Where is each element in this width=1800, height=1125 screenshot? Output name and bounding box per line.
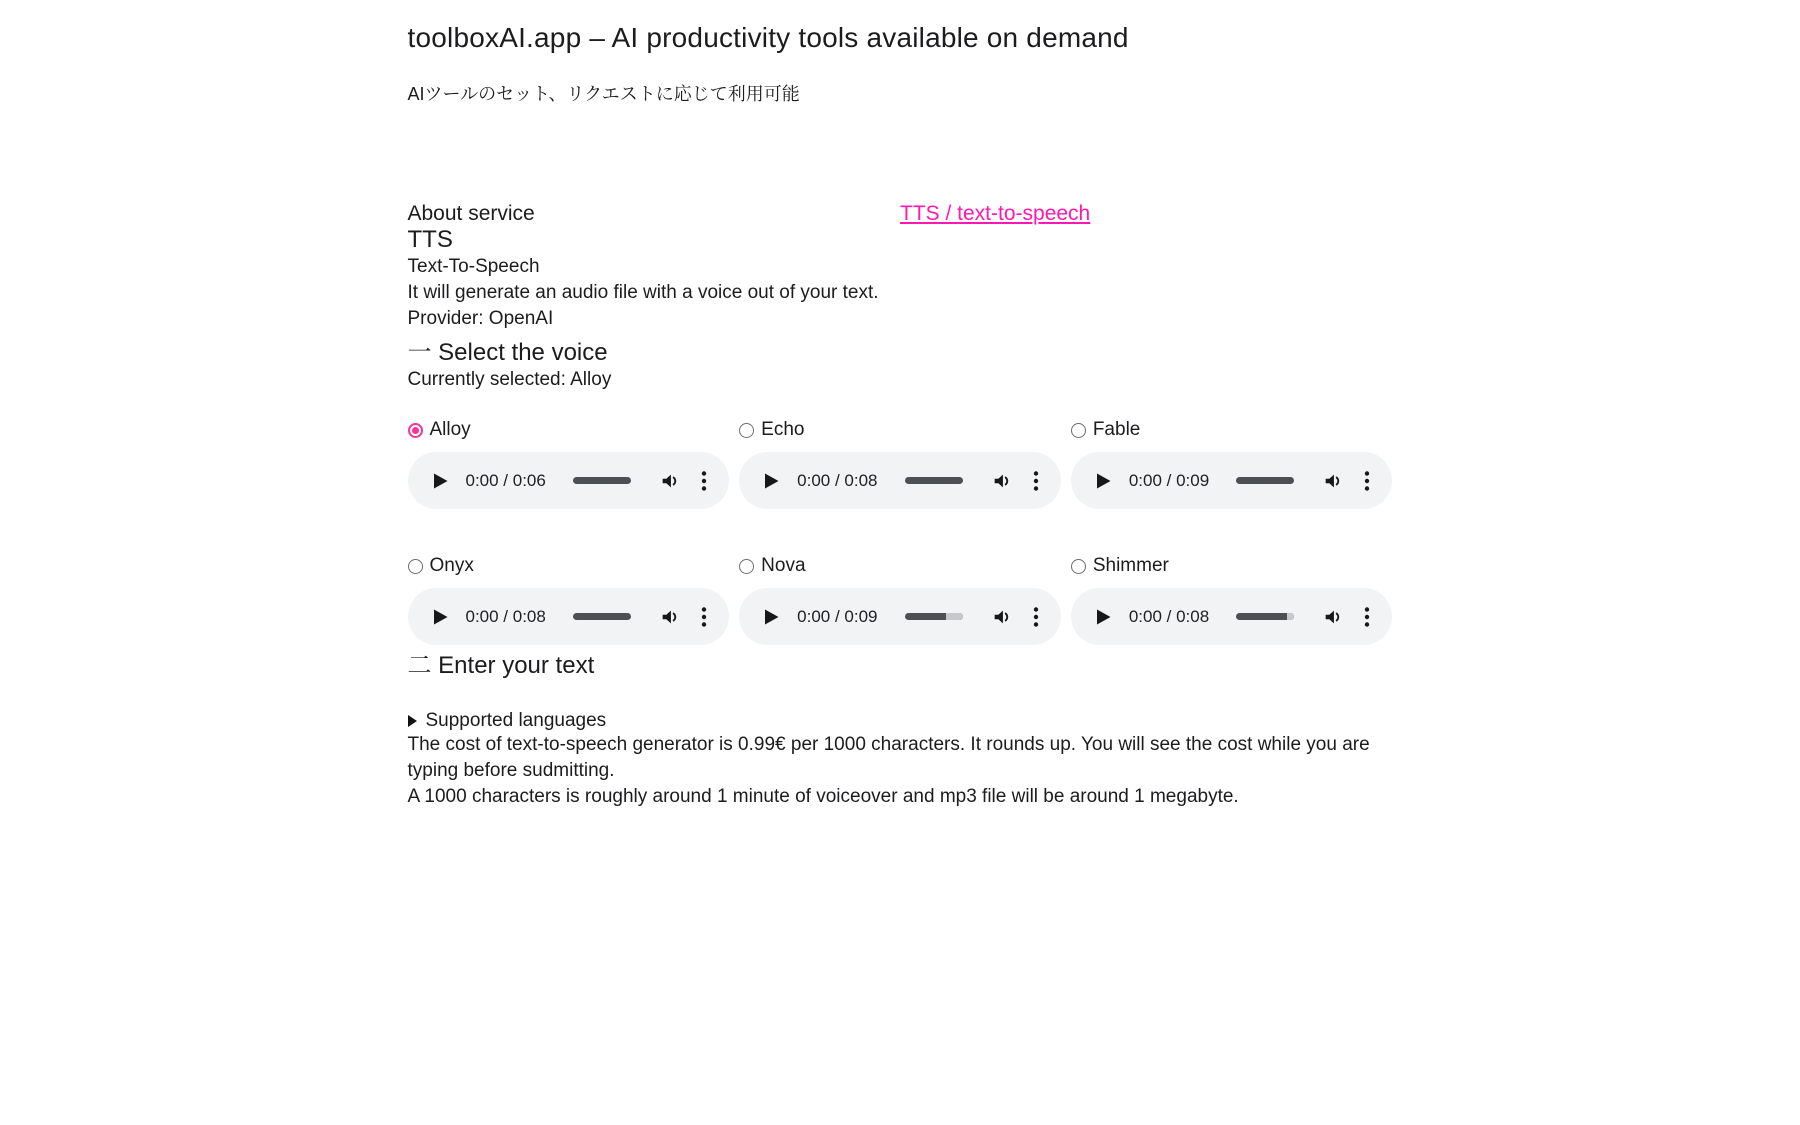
voice-radio-row[interactable] (1071, 555, 1393, 577)
play-icon[interactable] (760, 606, 782, 628)
volume-icon[interactable] (990, 469, 1014, 493)
radio-button[interactable] (739, 423, 754, 438)
voice-radio-row[interactable] (739, 555, 1061, 577)
time-display: 0:00 / 0:09 (797, 606, 878, 626)
radio-button[interactable] (1071, 423, 1086, 438)
select-voice-heading: 一 Select the voice (407, 339, 608, 366)
voice-label: Fable (1092, 419, 1141, 440)
radio-button[interactable] (408, 423, 423, 438)
play-icon[interactable] (429, 470, 451, 492)
radio-button[interactable] (1071, 559, 1086, 574)
voice-option-nova (739, 555, 1061, 645)
audio-player (739, 452, 1061, 509)
page-container (408, 0, 1393, 810)
time-display: 0:00 / 0:08 (1128, 606, 1210, 626)
nav-item-about-service[interactable]: About service (407, 202, 535, 225)
voice-label: Onyx (429, 555, 474, 576)
overflow-menu-icon[interactable] (1359, 605, 1375, 629)
page-subtitle-japanese: AIツールのセット、リクエストに応じて利用可能 (407, 84, 800, 104)
seek-bar[interactable] (573, 477, 631, 484)
volume-icon[interactable] (1321, 605, 1345, 629)
audio-player (1071, 452, 1393, 509)
voice-label: Shimmer (1092, 555, 1169, 576)
audio-player (1071, 588, 1393, 645)
tts-description-line1: Text-To-Speech (407, 256, 540, 277)
cost-note: The cost of text-to-speech generator is 0.99€ per 1000 characters. It rounds up. You will see the cost while you are typing before sudmitting. (407, 734, 1370, 781)
voice-option-onyx (408, 555, 730, 645)
voice-grid (408, 419, 1393, 645)
top-nav (408, 202, 1393, 226)
voice-label: Alloy (429, 419, 471, 440)
time-display: 0:00 / 0:06 (465, 470, 546, 490)
play-icon[interactable] (1092, 470, 1114, 492)
disclosure-triangle-icon (408, 715, 417, 727)
time-display: 0:00 / 0:08 (797, 470, 878, 490)
voice-radio-row[interactable] (408, 555, 730, 577)
audio-player (408, 588, 730, 645)
nav-link-tts[interactable]: TTS / text-to-speech (900, 202, 1091, 225)
currently-selected-text: Currently selected: Alloy (407, 369, 612, 390)
volume-icon[interactable] (658, 605, 682, 629)
voice-radio-row[interactable] (739, 419, 1061, 441)
tts-description-line2: It will generate an audio file with a voice out of your text. (407, 282, 879, 303)
audio-player (408, 452, 730, 509)
play-icon[interactable] (760, 470, 782, 492)
seek-bar[interactable] (573, 613, 631, 620)
time-display: 0:00 / 0:09 (1128, 470, 1210, 490)
time-display: 0:00 / 0:08 (465, 606, 546, 626)
tts-heading: TTS (407, 226, 453, 253)
supported-languages-summary[interactable] (408, 710, 1393, 732)
voice-option-fable (1071, 419, 1393, 509)
voice-radio-row[interactable] (408, 419, 730, 441)
overflow-menu-icon[interactable] (1028, 469, 1044, 493)
overflow-menu-icon[interactable] (1028, 605, 1044, 629)
voice-label: Nova (761, 555, 806, 576)
seek-bar[interactable] (905, 613, 963, 620)
overflow-menu-icon[interactable] (696, 469, 712, 493)
play-icon[interactable] (1092, 606, 1114, 628)
voice-option-echo (739, 419, 1061, 509)
file-size-note: A 1000 characters is roughly around 1 minute of voiceover and mp3 file will be around 1 megabyte. (407, 786, 1239, 807)
voice-label: Echo (761, 419, 805, 440)
seek-bar[interactable] (905, 477, 963, 484)
tts-provider: Provider: OpenAI (407, 308, 554, 329)
volume-icon[interactable] (658, 469, 682, 493)
audio-player (739, 588, 1061, 645)
overflow-menu-icon[interactable] (696, 605, 712, 629)
overflow-menu-icon[interactable] (1359, 469, 1375, 493)
supported-languages-label: Supported languages (425, 710, 607, 731)
volume-icon[interactable] (1321, 469, 1345, 493)
play-icon[interactable] (429, 606, 451, 628)
radio-button[interactable] (739, 559, 754, 574)
supported-languages-details (408, 710, 1393, 732)
voice-option-shimmer (1071, 555, 1393, 645)
volume-icon[interactable] (990, 605, 1014, 629)
page-title: toolboxAI.app – AI productivity tools available on demand (407, 22, 1129, 53)
seek-bar[interactable] (1236, 613, 1294, 620)
voice-option-alloy (408, 419, 730, 509)
seek-bar[interactable] (1236, 477, 1294, 484)
voice-radio-row[interactable] (1071, 419, 1393, 441)
enter-text-heading: 二 Enter your text (407, 652, 595, 679)
radio-button[interactable] (408, 559, 423, 574)
